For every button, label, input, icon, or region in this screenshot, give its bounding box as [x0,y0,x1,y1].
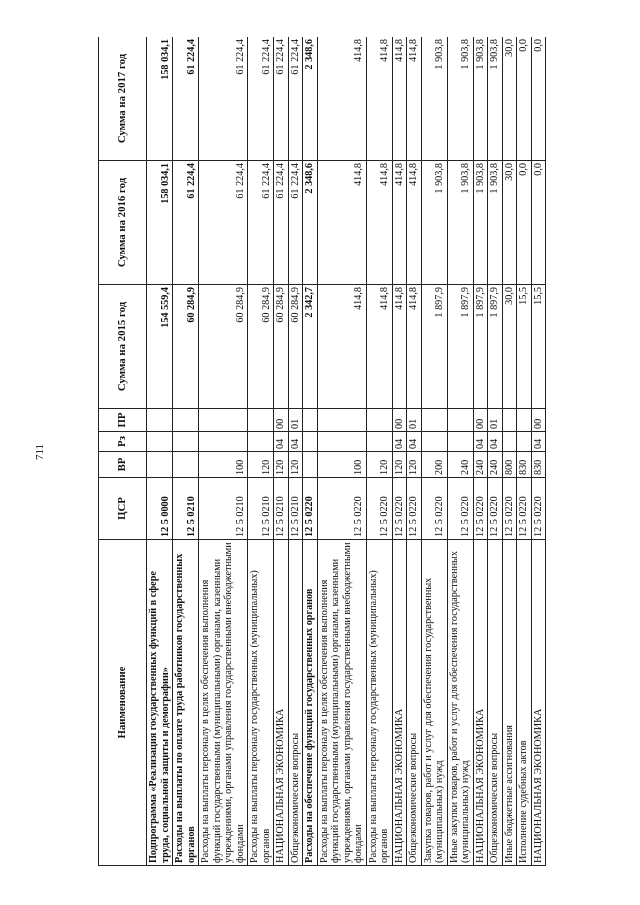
cell-name: Общеэкономические вопросы [288,540,303,866]
table-row [517,37,532,866]
table-body [147,37,546,866]
cell-sum-2017: 1 903,8 [488,37,503,161]
cell-pr [421,409,447,432]
cell-csr: 12 5 0220 [303,478,318,540]
cell-pr: 00 [274,409,289,432]
cell-name: Иные бюджетные ассигнования [502,540,517,866]
cell-vr: 200 [421,452,447,478]
cell-sum-2015: 1 897,9 [421,285,447,409]
cell-sum-2017: 414,8 [407,37,422,161]
cell-name: Иные закупки товаров, работ и услуг для обеспечения государственных (муниципальных) нужд [447,540,473,866]
header-rz: Рз [99,432,147,452]
cell-sum-2015: 1 897,9 [447,285,473,409]
cell-sum-2015: 15,5 [531,285,546,409]
cell-rz [517,432,532,452]
cell-rz: 04 [531,432,546,452]
cell-pr: 00 [473,409,488,432]
cell-sum-2015: 414,8 [366,285,392,409]
cell-name: НАЦИОНАЛЬНАЯ ЭКОНОМИКА [473,540,488,866]
cell-rz [447,432,473,452]
cell-csr: 12 5 0220 [502,478,517,540]
cell-name: Расходы на выплаты по оплате труда работников государственных органов [173,540,199,866]
cell-sum-2016: 414,8 [317,161,366,285]
cell-vr: 120 [366,452,392,478]
cell-sum-2015: 60 284,9 [274,285,289,409]
cell-rz [199,432,248,452]
table-row [447,37,473,866]
cell-sum-2017: 61 224,4 [248,37,274,161]
table-row [274,37,289,866]
cell-vr [173,452,199,478]
table-row [317,37,366,866]
cell-csr: 12 5 0210 [288,478,303,540]
cell-sum-2017: 2 348,6 [303,37,318,161]
cell-sum-2016: 0,0 [531,161,546,285]
cell-sum-2015: 414,8 [407,285,422,409]
cell-vr: 240 [488,452,503,478]
cell-rz: 04 [392,432,407,452]
header-sum-2017: Сумма на 2017 год [99,37,147,161]
cell-name: Расходы на выплаты персоналу в целях обеспечения выполнения функций государственными (муниципальными) органами, казенными учреждениями, органами управления государственными внебюджетными фондами [199,540,248,866]
cell-pr [199,409,248,432]
cell-rz: 04 [473,432,488,452]
cell-name: НАЦИОНАЛЬНАЯ ЭКОНОМИКА [531,540,546,866]
table-row [531,37,546,866]
cell-name: НАЦИОНАЛЬНАЯ ЭКОНОМИКА [392,540,407,866]
header-vr: ВР [99,452,147,478]
cell-pr: 01 [288,409,303,432]
page-number: 711 [34,443,46,461]
table-row [248,37,274,866]
cell-pr [303,409,318,432]
cell-sum-2016: 1 903,8 [447,161,473,285]
cell-sum-2016: 61 224,4 [248,161,274,285]
cell-csr: 12 5 0000 [147,478,173,540]
table-header-row [99,37,147,866]
cell-vr: 830 [531,452,546,478]
header-pr: ПР [99,409,147,432]
cell-rz [173,432,199,452]
cell-pr [147,409,173,432]
cell-sum-2015: 15,5 [517,285,532,409]
table-row [173,37,199,866]
cell-sum-2017: 0,0 [517,37,532,161]
cell-csr: 12 5 0220 [447,478,473,540]
header-csr: ЦСР [99,478,147,540]
cell-name: Расходы на выплаты персоналу государственных (муниципальных) органов [248,540,274,866]
cell-sum-2017: 0,0 [531,37,546,161]
table-row [303,37,318,866]
cell-pr [502,409,517,432]
cell-rz [248,432,274,452]
table-row [407,37,422,866]
cell-sum-2015: 30,0 [502,285,517,409]
cell-name: Общеэкономические вопросы [488,540,503,866]
rotated-table-canvas [98,37,566,866]
cell-vr: 120 [392,452,407,478]
cell-sum-2015: 414,8 [392,285,407,409]
cell-name: Закупка товаров, работ и услуг для обеспечения государственных (муниципальных) нужд [421,540,447,866]
cell-csr: 12 5 0210 [173,478,199,540]
cell-vr: 100 [199,452,248,478]
rotated-table-container [98,37,566,866]
cell-vr: 120 [248,452,274,478]
table-row [147,37,173,866]
cell-sum-2015: 414,8 [317,285,366,409]
table-row [288,37,303,866]
table-row [473,37,488,866]
cell-sum-2017: 1 903,8 [473,37,488,161]
cell-csr: 12 5 0210 [199,478,248,540]
cell-sum-2015: 1 897,9 [473,285,488,409]
cell-sum-2016: 1 903,8 [473,161,488,285]
cell-sum-2017: 61 224,4 [288,37,303,161]
cell-pr [317,409,366,432]
cell-sum-2017: 1 903,8 [421,37,447,161]
cell-sum-2016: 414,8 [392,161,407,285]
cell-sum-2017: 414,8 [366,37,392,161]
cell-sum-2017: 414,8 [392,37,407,161]
cell-name: Исполнение судебных актов [517,540,532,866]
cell-sum-2017: 61 224,4 [199,37,248,161]
cell-sum-2017: 414,8 [317,37,366,161]
cell-name: Расходы на обеспечение функций государственных органов [303,540,318,866]
cell-csr: 12 5 0220 [517,478,532,540]
cell-rz [303,432,318,452]
cell-sum-2016: 61 224,4 [173,161,199,285]
table-row [366,37,392,866]
cell-vr: 240 [447,452,473,478]
header-name: Наименование [99,540,147,866]
cell-name: НАЦИОНАЛЬНАЯ ЭКОНОМИКА [274,540,289,866]
cell-pr: 00 [531,409,546,432]
cell-sum-2016: 158 034,1 [147,161,173,285]
cell-csr: 12 5 0210 [274,478,289,540]
table-row [488,37,503,866]
cell-rz [502,432,517,452]
cell-sum-2016: 2 348,6 [303,161,318,285]
table-row [502,37,517,866]
budget-table [98,37,546,866]
cell-pr [366,409,392,432]
cell-sum-2016: 1 903,8 [421,161,447,285]
cell-csr: 12 5 0220 [421,478,447,540]
cell-csr: 12 5 0220 [473,478,488,540]
cell-rz: 04 [274,432,289,452]
cell-rz [366,432,392,452]
cell-csr: 12 5 0220 [392,478,407,540]
cell-sum-2016: 61 224,4 [274,161,289,285]
cell-pr: 01 [407,409,422,432]
cell-name: Подпрограмма «Реализация государственных функций в сфере труда, социальной защиты и демографии» [147,540,173,866]
cell-sum-2015: 60 284,9 [173,285,199,409]
cell-sum-2015: 60 284,9 [288,285,303,409]
table-row [392,37,407,866]
cell-rz [317,432,366,452]
cell-vr: 120 [407,452,422,478]
cell-csr: 12 5 0220 [317,478,366,540]
cell-sum-2017: 1 903,8 [447,37,473,161]
table-row [199,37,248,866]
cell-csr: 12 5 0220 [366,478,392,540]
table-row [421,37,447,866]
cell-sum-2017: 61 224,4 [173,37,199,161]
cell-sum-2017: 61 224,4 [274,37,289,161]
cell-pr [173,409,199,432]
cell-name: Общеэкономические вопросы [407,540,422,866]
cell-vr: 100 [317,452,366,478]
cell-vr [303,452,318,478]
cell-sum-2016: 414,8 [407,161,422,285]
cell-rz [147,432,173,452]
cell-csr: 12 5 0220 [407,478,422,540]
cell-vr [147,452,173,478]
cell-sum-2015: 1 897,9 [488,285,503,409]
cell-rz [421,432,447,452]
cell-sum-2016: 1 903,8 [488,161,503,285]
cell-vr: 120 [274,452,289,478]
cell-pr [447,409,473,432]
cell-vr: 830 [517,452,532,478]
cell-rz: 04 [407,432,422,452]
cell-sum-2015: 60 284,9 [199,285,248,409]
cell-sum-2017: 158 034,1 [147,37,173,161]
cell-pr [248,409,274,432]
header-sum-2015: Сумма на 2015 год [99,285,147,409]
cell-vr: 120 [288,452,303,478]
cell-sum-2017: 30,0 [502,37,517,161]
cell-name: Расходы на выплаты персоналу государственных (муниципальных) органов [366,540,392,866]
cell-sum-2015: 60 284,9 [248,285,274,409]
cell-csr: 12 5 0220 [531,478,546,540]
cell-sum-2015: 2 342,7 [303,285,318,409]
cell-sum-2016: 61 224,4 [199,161,248,285]
cell-sum-2016: 0,0 [517,161,532,285]
cell-csr: 12 5 0220 [488,478,503,540]
cell-pr [517,409,532,432]
cell-pr: 01 [488,409,503,432]
cell-vr: 800 [502,452,517,478]
cell-sum-2016: 61 224,4 [288,161,303,285]
cell-rz: 04 [488,432,503,452]
cell-sum-2016: 30,0 [502,161,517,285]
cell-vr: 240 [473,452,488,478]
cell-csr: 12 5 0210 [248,478,274,540]
cell-name: Расходы на выплаты персоналу в целях обеспечения выполнения функций государственными (муниципальными) органами, казенными учреждениями, органами управления государственными внебюджетными фондами [317,540,366,866]
cell-rz: 04 [288,432,303,452]
header-sum-2016: Сумма на 2016 год [99,161,147,285]
cell-sum-2016: 414,8 [366,161,392,285]
cell-sum-2015: 154 559,4 [147,285,173,409]
cell-pr: 00 [392,409,407,432]
